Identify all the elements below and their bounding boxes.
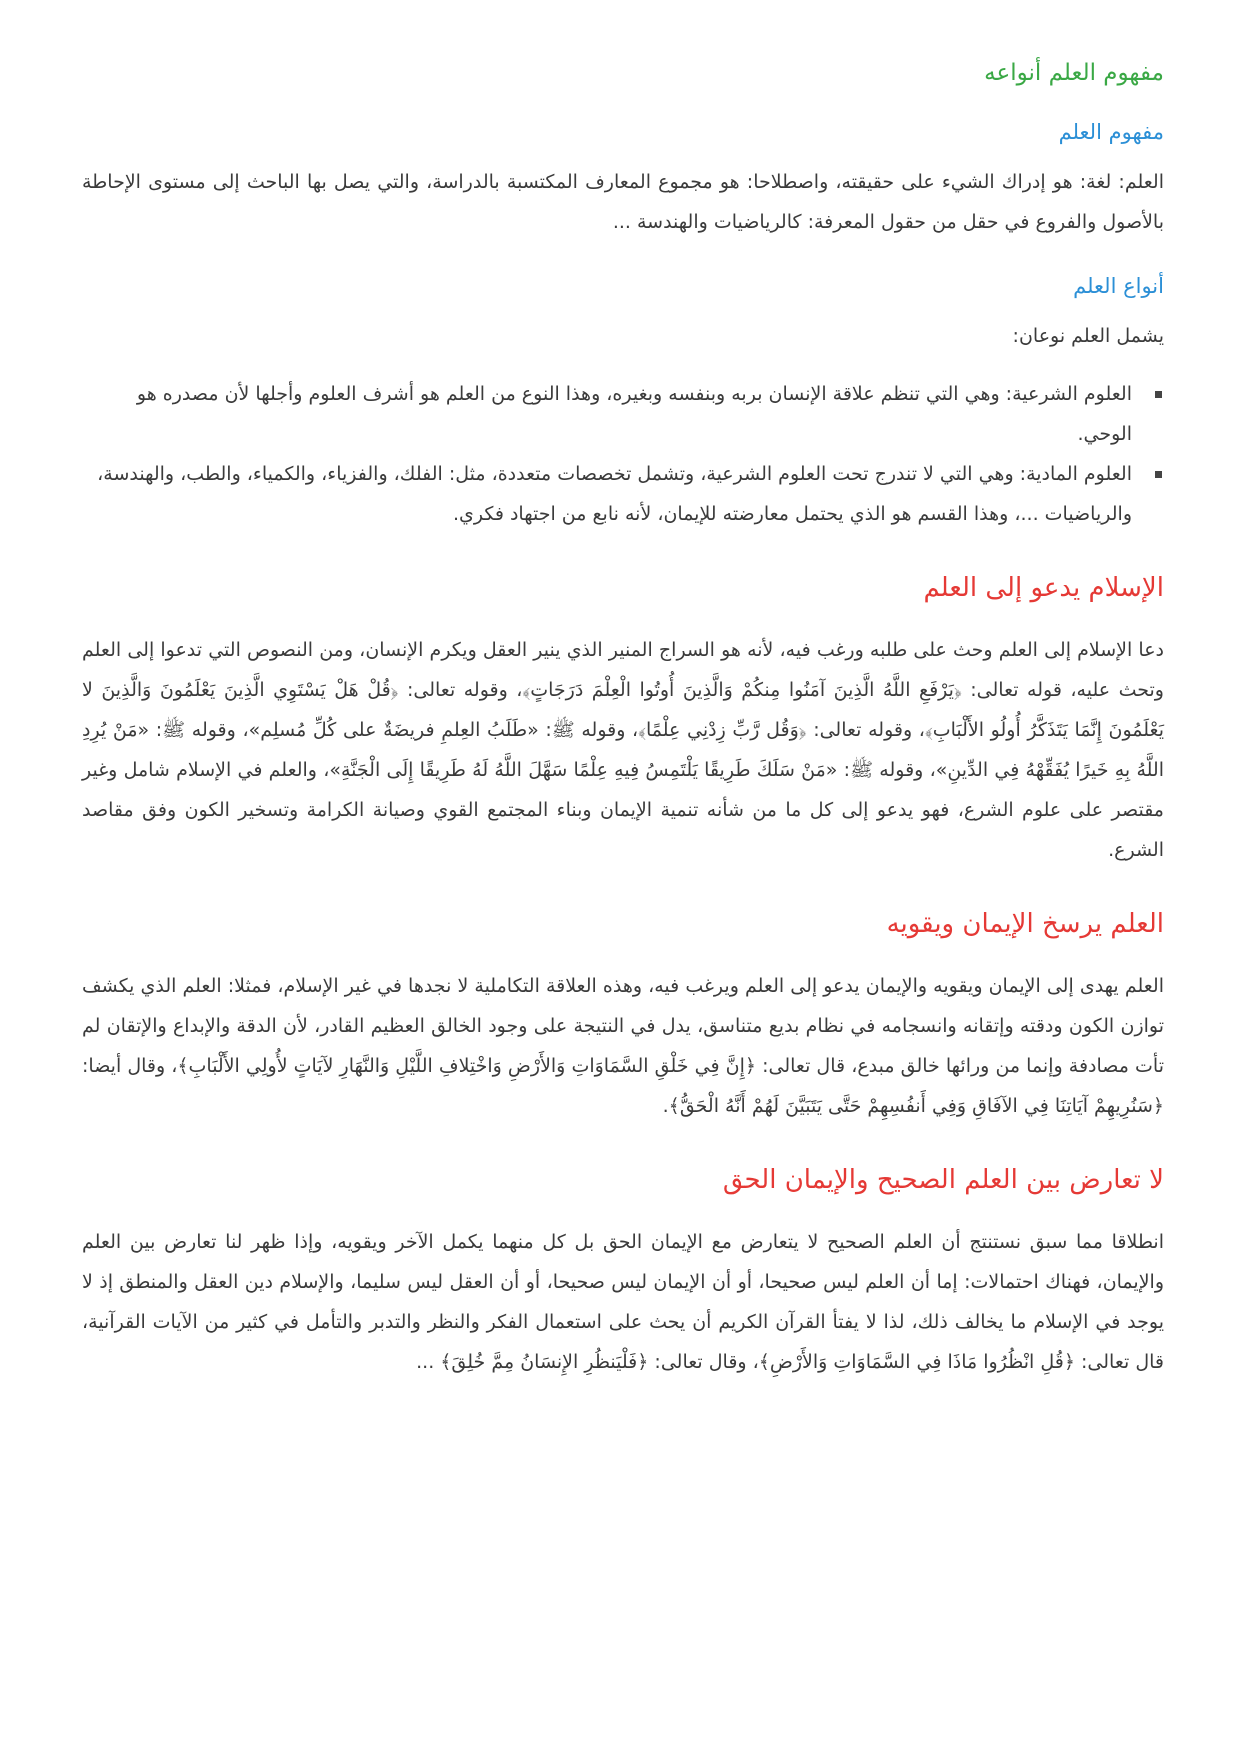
square-bullet-icon	[1155, 391, 1162, 398]
concept-heading: مفهوم العلم	[1058, 120, 1164, 144]
section-heading-no-conflict: لا تعارض بين العلم الصحيح والإيمان الحق	[722, 1165, 1164, 1195]
spacer	[82, 870, 1164, 904]
concept-paragraph: العلم: لغة: هو إدراك الشيء على حقيقته، واصطلاحا: هو مجموع المعارف المكتسبة بالدراسة، والتي يصل بها الباحث إلى مستوى الإحاطة بالأصول والفروع في حقل من حقول المعرفة: كالرياضيات والهندسة ...	[82, 171, 1164, 233]
list-item-text: العلوم المادية: وهي التي لا تندرج تحت العلوم الشرعية، وتشمل تخصصات متعددة، مثل: الفلك، والفزياء، والكمياء، والطب، والهندسة، والرياضيات ...، وهذا القسم هو الذي يحتمل معارضته للإيمان، لأنه نابع من اجتهاد فكري.	[97, 463, 1132, 525]
types-list	[82, 374, 1164, 534]
spacer	[82, 534, 1164, 568]
section-heading-knowledge-strengthens-faith: العلم يرسخ الإيمان ويقويه	[886, 909, 1164, 939]
section-paragraph: دعا الإسلام إلى العلم وحث على طلبه ورغب فيه، لأنه هو السراج المنير الذي ينير العقل ويكرم الإنسان، ومن النصوص التي تدعوا إلى العلم وتحث عليه، قوله تعالى: ﴿يَرْفَعِ اللَّهُ الَّذِينَ آمَنُوا مِنكُمْ وَالَّذِينَ أُوتُوا الْعِلْمَ دَرَجَاتٍ﴾، وقوله تعالى: ﴿قُلْ هَلْ يَسْتَوِي الَّذِينَ يَعْلَمُونَ وَالَّذِينَ لا يَعْلَمُونَ إِنَّمَا يَتَذَكَّرُ أُولُو الأَلْبَابِ﴾، وقوله تعالى: ﴿وَقُل رَّبِّ زِدْنِي عِلْمًا﴾، وقوله ﷺ: «طَلَبُ العِلمِ فريضَةٌ على كُلِّ مُسلِم»، وقوله ﷺ: «مَنْ يُرِدِ اللَّهُ بِهِ خَيرًا يُفَقِّهْهُ فِي الدِّينِ»، وقوله ﷺ: «مَنْ سَلَكَ طَرِيقًا يَلْتَمِسُ فِيهِ عِلْمًا سَهَّلَ اللَّهُ لَهُ طَرِيقًا إِلَى الْجَنَّةِ»، والعلم في الإسلام شامل وغير مقتصر على علوم الشرع، فهو يدعو إلى كل ما من شأنه تنمية الإيمان وبناء المجتمع القوي وصيانة الكرامة وتسخير الكون وفق مقاصد الشرع.	[82, 639, 1164, 861]
list-item-text: العلوم الشرعية: وهي التي تنظم علاقة الإنسان بربه وبنفسه وبغيره، وهذا النوع من العلم هو أشرف العلوم وأجلها لأن مصدره هو الوحي.	[136, 383, 1132, 445]
section-paragraph: العلم يهدى إلى الإيمان ويقويه والإيمان يدعو إلى العلم ويرغب فيه، وهذه العلاقة التكاملية لا نجدها في غير الإسلام، فمثلا: العلم الذي يكشف توازن الكون ودقته وإتقانه وانسجامه في نظام بديع متناسق، يدل في النتيجة على وجود الخالق العظيم القادر، لأن الدقة والإبداع والإتقان لم تأت مصادفة وإنما من ورائها خالق مبدع، قال تعالى: ﴿إِنَّ فِي خَلْقِ السَّمَاوَاتِ وَالأَرْضِ وَاخْتِلافِ اللَّيْلِ وَالنَّهَارِ لآيَاتٍ لأُولِي الأَلْبَابِ﴾، وقال أيضا: ﴿سَنُرِيهِمْ آيَاتِنَا فِي الآفَاقِ وَفِي أَنفُسِهِمْ حَتَّى يَتَبَيَّنَ لَهُمْ أَنَّهُ الْحَقُّ﴾.	[82, 975, 1164, 1117]
section-heading-islam-calls-to-knowledge: الإسلام يدعو إلى العلم	[923, 573, 1164, 603]
page-title: مفهوم العلم أنواعه	[984, 60, 1164, 86]
types-intro: يشمل العلم نوعان:	[1012, 325, 1164, 347]
section-paragraph: انطلاقا مما سبق نستنتج أن العلم الصحيح لا يتعارض مع الإيمان الحق بل كل منهما يكمل الآخر ويقويه، وإذا ظهر لنا تعارض بين العلم والإيمان، فهناك احتمالات: إما أن العلم ليس صحيحا، أو أن الإيمان ليس صحيحا، أو أن العقل ليس سليما، والإسلام دين العقل والمنطق إذ لا يوجد في الإسلام ما يخالف ذلك، لذا لا يفتأ القرآن الكريم أن يحث على استعمال الفكر والنظر والتدبر والتأمل في كثير من الآيات القرآنية، قال تعالى: ﴿قُلِ انْظُرُوا مَاذَا فِي السَّمَاوَاتِ وَالأَرْضِ﴾، وقال تعالى: ﴿فَلْيَنظُرِ الإِنسَانُ مِمَّ خُلِقَ﴾ ...	[82, 1231, 1164, 1373]
spacer	[82, 1126, 1164, 1160]
list-item	[82, 454, 1132, 534]
spacer	[82, 242, 1164, 270]
list-item	[82, 374, 1132, 454]
spacer	[82, 356, 1164, 374]
square-bullet-icon	[1155, 471, 1162, 478]
types-heading: أنواع العلم	[1073, 274, 1164, 298]
